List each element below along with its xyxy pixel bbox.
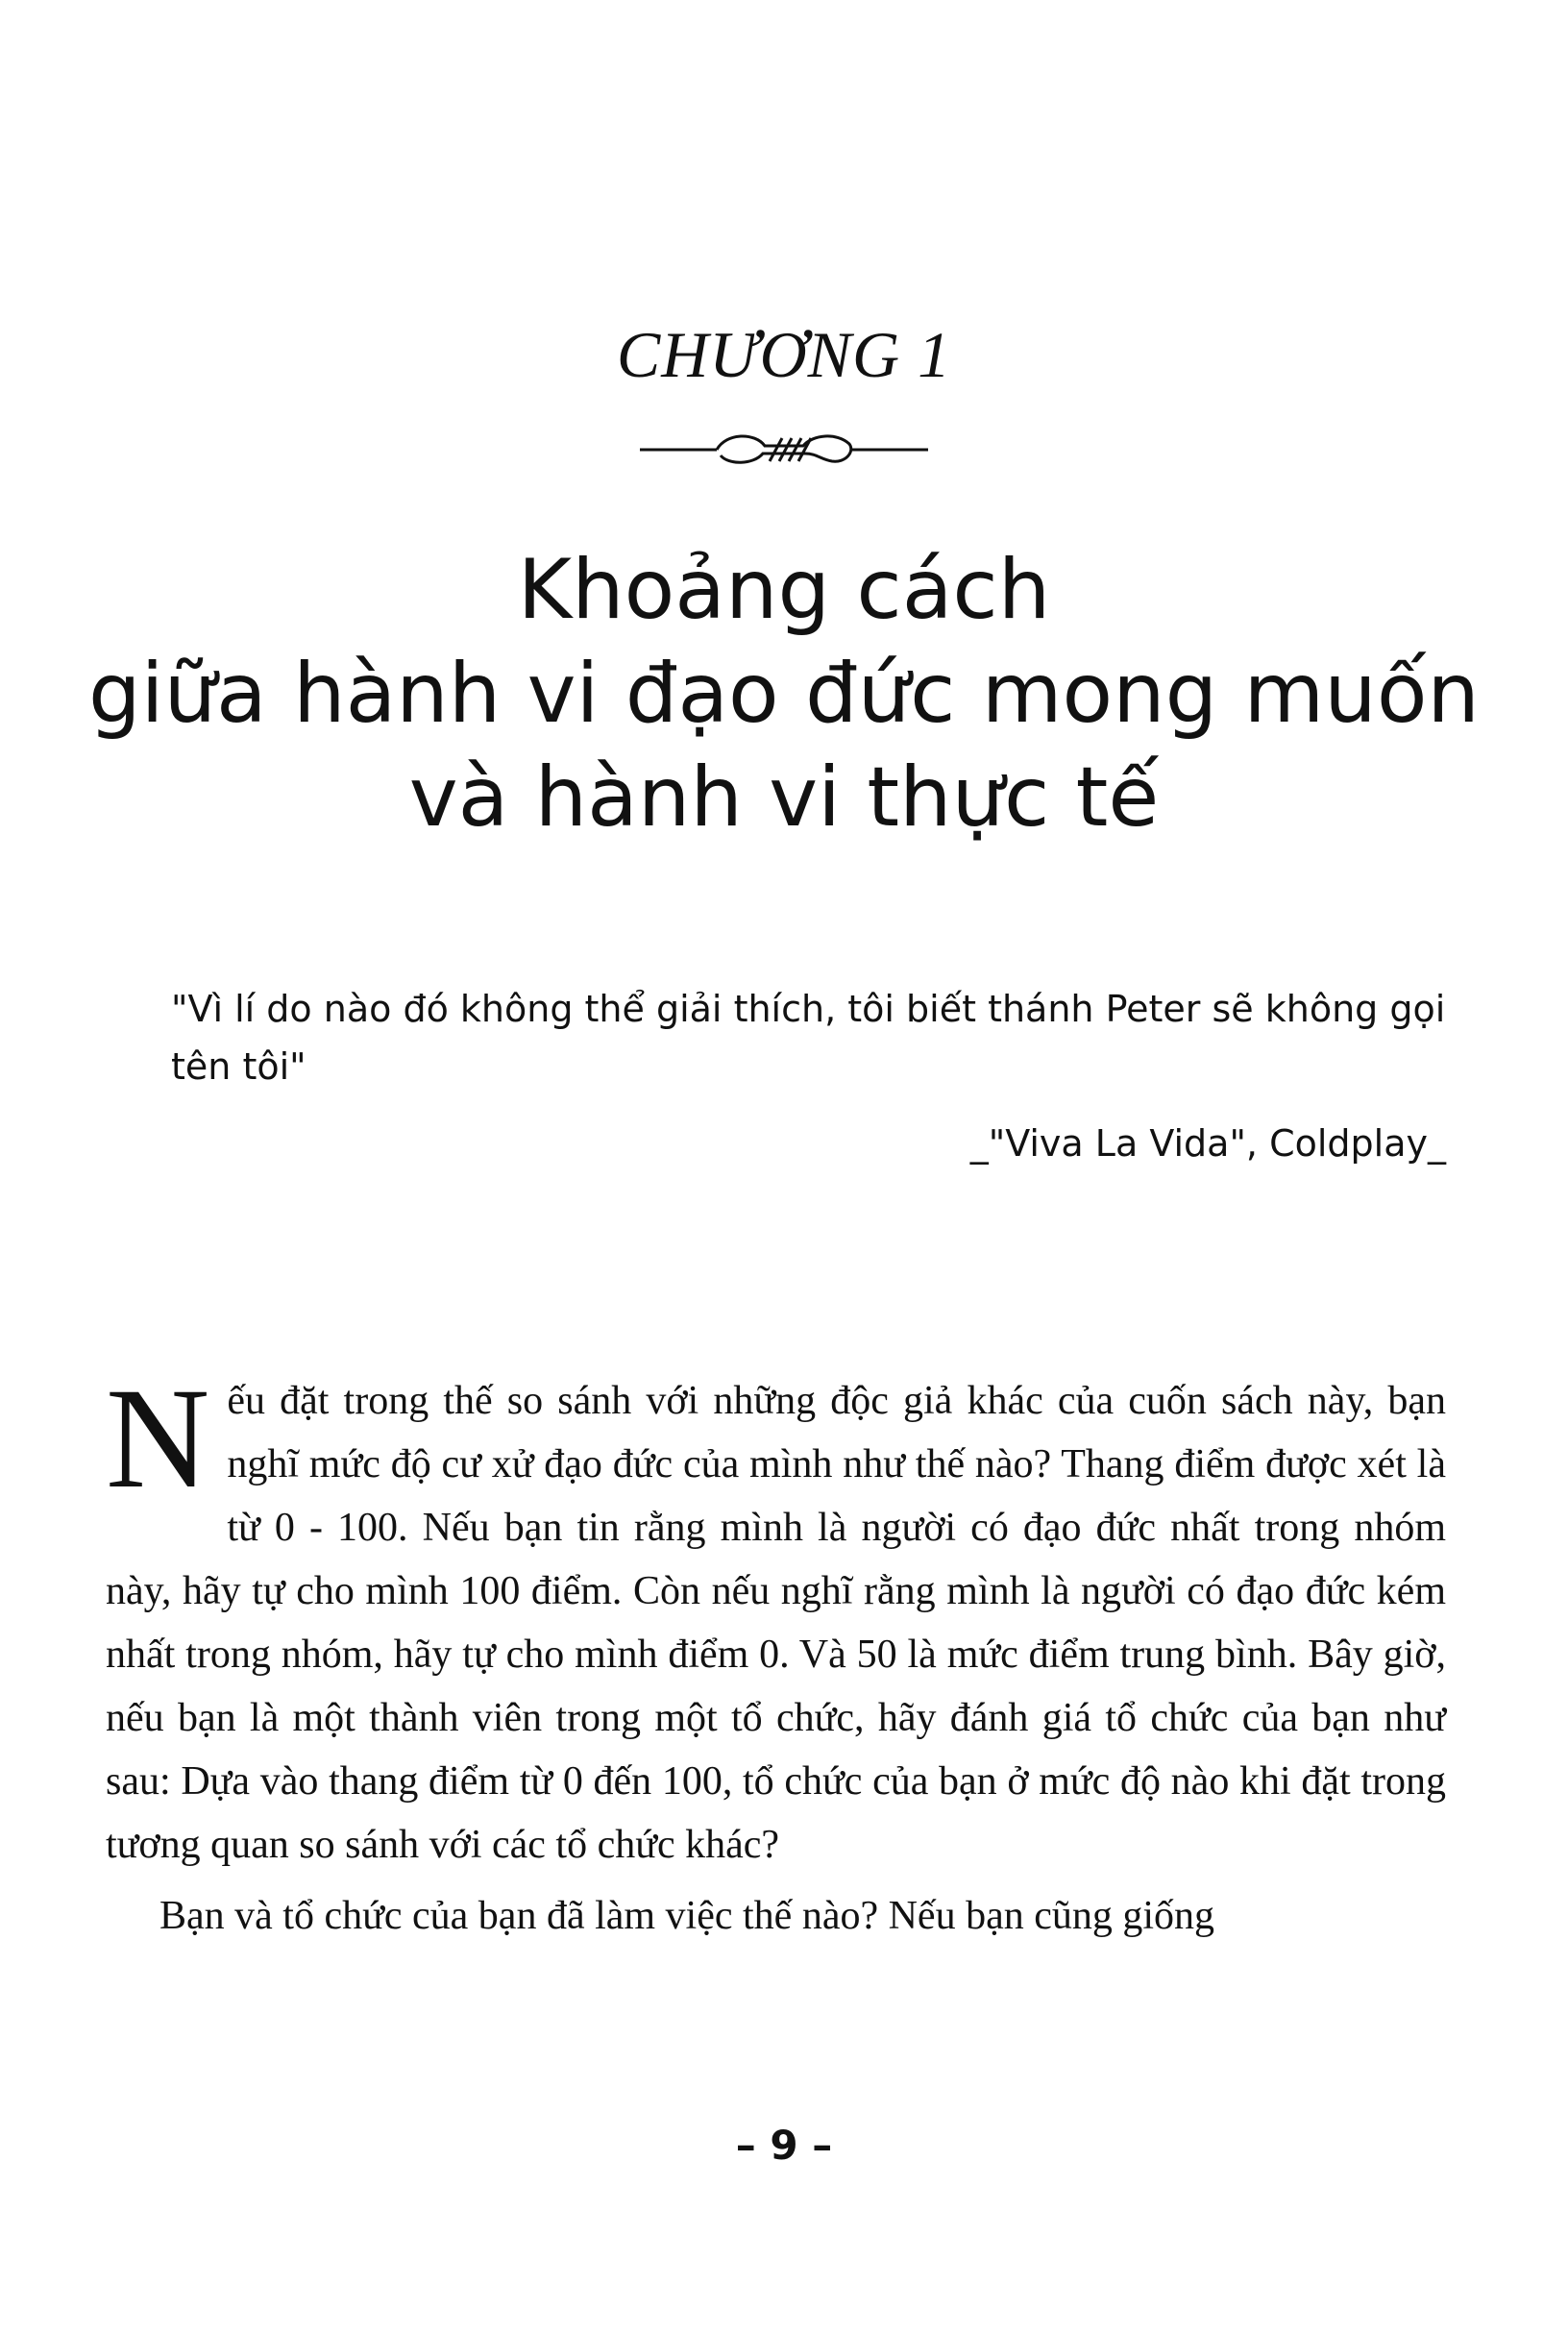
- paragraph: Bạn và tổ chức của bạn đã làm việc thế nào? Nếu bạn cũng giống: [159, 1894, 1215, 1938]
- epigraph-quote: "Vì lí do nào đó không thể giải thích, tôi biết thánh Peter sẽ không gọi tên tôi": [171, 988, 1446, 1088]
- chapter-title-line: và hành vi thực tế: [408, 749, 1160, 846]
- scroll-divider-icon: [640, 421, 928, 479]
- chapter-title-line: giữa hành vi đạo đức mong muốn: [88, 646, 1480, 742]
- chapter-label: CHƯƠNG 1: [616, 318, 952, 391]
- paragraph-text: ếu đặt trong thế so sánh với những độc giả khác của cuốn sách này, bạn nghĩ mức độ cư xử đạo đức của mình như thế nào? Thang điểm được xét là từ 0 - 100. Nếu bạn tin rằng mình là người có đạo đức nhất trong nhóm này, hãy tự cho mình 100 điểm. Còn nếu nghĩ rằng mình là người có đạo đức kém nhất trong nhóm, hãy tự cho mình điểm 0. Và 50 là mức điểm trung bình. Bây giờ, nếu bạn là một thành viên trong một tổ chức, hãy đánh giá tổ chức của bạn như sau: Dựa vào thang điểm từ 0 đến 100, tổ chức của bạn ở mức độ nào khi đặt trong tương quan so sánh với các tổ chức khác?: [106, 1379, 1446, 1867]
- epigraph-attribution: _"Viva La Vida", Coldplay_: [969, 1122, 1446, 1165]
- drop-cap: N: [106, 1359, 210, 1518]
- paragraph: [106, 1359, 1446, 1877]
- chapter-title: [77, 538, 1491, 849]
- page-number: – 9 –: [735, 2122, 833, 2169]
- body-text: [106, 1359, 1446, 1948]
- chapter-title-line: Khoảng cách: [517, 542, 1051, 638]
